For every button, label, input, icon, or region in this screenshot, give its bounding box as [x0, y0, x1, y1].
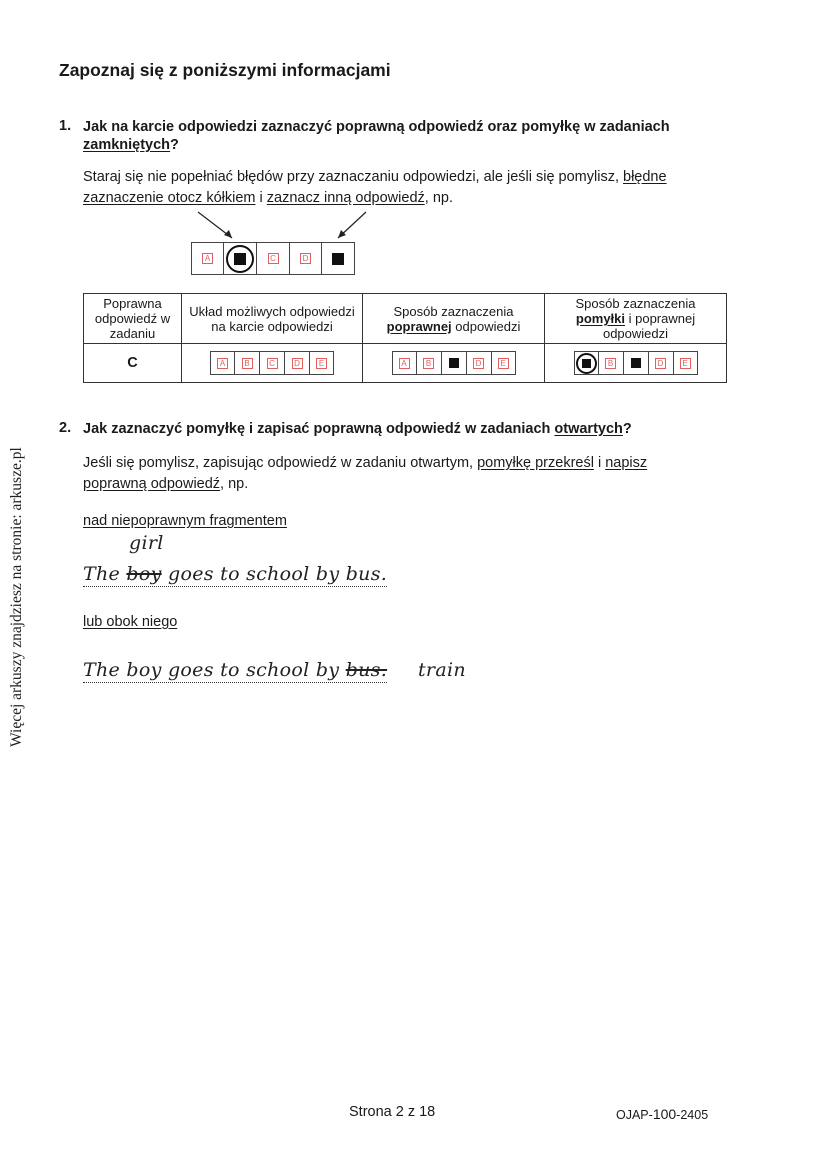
box-d [285, 352, 310, 374]
struck-word: boy [126, 563, 162, 585]
question-text: Jak na karcie odpowiedzi zaznaczyć poprawną odpowiedź oraz pomyłkę w zadaniach [83, 119, 670, 135]
sentence-text: goes to school by bus. [161, 563, 388, 585]
box-d [649, 352, 674, 374]
para-text: , np. [220, 476, 249, 492]
marking-table [83, 293, 727, 383]
letter-a: A [202, 253, 213, 264]
box-e [674, 352, 697, 374]
para-underlined: błędne zaznaczenie otocz kółkiem [83, 169, 667, 206]
correct-answer-value: C [84, 344, 182, 383]
header-mistake-marking [545, 294, 727, 344]
para-text: , np. [424, 190, 453, 206]
letter-d: D [473, 358, 484, 369]
mistake-marking-strip [574, 351, 698, 375]
circle-mark-icon [226, 245, 254, 273]
example1-sentence [83, 563, 387, 587]
header-text: odpowiedzi [451, 318, 521, 334]
label-text: lub obok niego [83, 614, 178, 630]
code-suffix: -2405 [676, 1108, 709, 1122]
para-underlined: pomyłkę przekreśl [477, 455, 594, 471]
page-number: Strona 2 z 18 [349, 1104, 436, 1120]
letter-a: A [217, 358, 228, 369]
correct-marking-cell [363, 344, 545, 383]
answer-box-c [257, 243, 290, 274]
filled-square-icon [449, 358, 459, 368]
example2-sentence [83, 659, 387, 683]
code-mid: 100 [652, 1106, 677, 1122]
header-bold: pomyłki [575, 311, 625, 326]
box-c-filled [442, 352, 467, 374]
box-e [310, 352, 333, 374]
para-text: Jeśli się pomylisz, zapisując odpowiedź w zadaniu otwartym, [83, 455, 478, 471]
exam-code [616, 1106, 708, 1122]
letter-d: D [300, 253, 311, 264]
correct-marking-strip [392, 351, 516, 375]
letter-e: E [498, 358, 509, 369]
letter-d: D [655, 358, 666, 369]
answer-box-d [290, 243, 322, 274]
arrows-icon [180, 208, 380, 244]
letter-e: E [680, 358, 691, 369]
section1-question [83, 118, 733, 154]
answer-box-filled [322, 243, 354, 274]
example2-correction: train [418, 659, 466, 681]
box-b [235, 352, 260, 374]
para-text: i [255, 190, 267, 206]
section1-number: 1. [59, 118, 72, 134]
circle-mark-icon [576, 353, 597, 374]
example1-correction: girl [129, 532, 164, 554]
sentence-text: The [83, 563, 127, 585]
box-c-filled [624, 352, 649, 374]
example-answer-strip [191, 242, 355, 275]
example2-label [83, 612, 177, 633]
table-header-row [84, 294, 727, 344]
table-row [84, 344, 727, 383]
para-underlined: zaznacz inną odpowiedź [266, 190, 425, 206]
box-c [260, 352, 285, 374]
section2-question [83, 420, 733, 438]
filled-square-icon [332, 253, 344, 265]
header-text: Sposób zaznaczenia [575, 296, 696, 311]
box-a [211, 352, 235, 374]
box-b [599, 352, 624, 374]
box-a-circled [575, 352, 599, 374]
sentence-text: The boy goes to school by [83, 659, 346, 681]
layout-cell [182, 344, 363, 383]
letter-c: C [268, 253, 279, 264]
section1-instructions [83, 167, 723, 209]
box-d [467, 352, 492, 374]
para-text: Staraj się nie popełniać błędów przy zaznaczaniu odpowiedzi, ale jeśli się pomylisz, [83, 169, 624, 185]
header-layout: Układ możliwych odpowiedzi na karcie odpowiedzi [182, 294, 363, 344]
answer-box-a [192, 243, 224, 274]
struck-word: bus. [345, 659, 388, 681]
para-text: i [593, 455, 606, 471]
mistake-marking-cell [545, 344, 727, 383]
section2-instructions [83, 453, 693, 495]
question-underlined: otwartych [554, 421, 623, 437]
header-correct-answer: Poprawna odpowiedź w zadaniu [84, 294, 182, 344]
letter-b: B [423, 358, 434, 369]
para-underlined: napisz poprawną odpowiedź [83, 455, 648, 492]
label-text: nad niepoprawnym fragmentem [83, 513, 287, 529]
filled-square-icon [582, 359, 591, 368]
layout-strip [210, 351, 334, 375]
question-text: Jak zaznaczyć pomyłkę i zapisać poprawną odpowiedź w zadaniach [83, 421, 555, 437]
answer-box-circled [224, 243, 257, 274]
code-prefix: OJAP- [616, 1108, 653, 1122]
letter-b: B [605, 358, 616, 369]
header-text: i poprawnej odpowiedzi [602, 311, 696, 341]
page-title: Zapoznaj się z poniższymi informacjami [59, 60, 391, 80]
example1-label [83, 511, 287, 532]
letter-e: E [316, 358, 327, 369]
letter-a: A [399, 358, 410, 369]
filled-square-icon [631, 358, 641, 368]
header-text: Sposób zaznaczenia [393, 303, 514, 319]
question-mark: ? [622, 421, 632, 437]
letter-d: D [292, 358, 303, 369]
question-mark: ? [170, 137, 179, 153]
box-b [417, 352, 442, 374]
side-note: Więcej arkuszy znajdziesz na stronie: arkusze.pl [8, 447, 25, 747]
header-bold: poprawnej [386, 318, 452, 334]
header-correct-marking [363, 294, 545, 344]
letter-b: B [242, 358, 253, 369]
question-underlined: zamkniętych [83, 137, 171, 153]
section2-number: 2. [59, 420, 72, 436]
letter-c: C [267, 358, 278, 369]
box-e [492, 352, 515, 374]
filled-square-icon [234, 253, 246, 265]
box-a [393, 352, 417, 374]
